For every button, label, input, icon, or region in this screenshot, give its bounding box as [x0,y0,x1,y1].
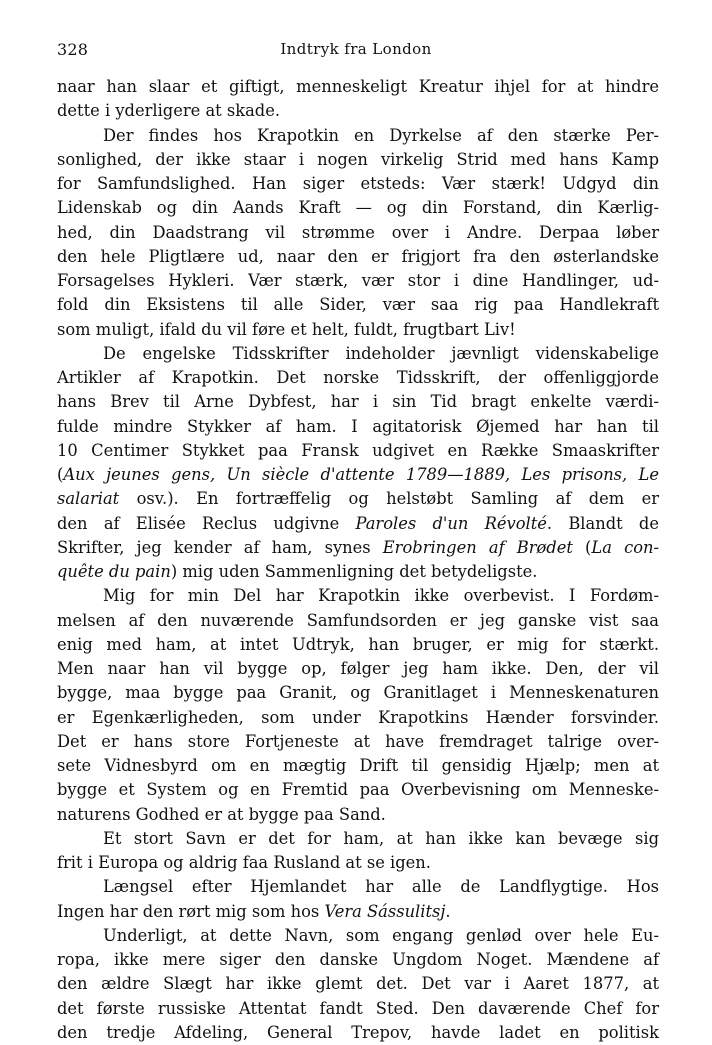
italic-title: quête du pain [57,562,171,581]
text-line: sete Vidnesbyrd om en mægtig Drift til gensidig Hjælp; men at [57,756,659,775]
text-line: Forsagelses Hykleri. Vær stærk, vær stor i dine Handlinger, ud- [57,271,659,290]
body-text [57,75,659,1045]
text-line: er Egenkærligheden, som under Krapotkins Hænder forsvinder. [57,707,659,727]
text-line: De engelske Tidsskrifter indeholder jævnligt videnskabelige [103,343,659,363]
text-line: som muligt, ifald du vil føre et helt, fuldt, frugtbart Liv! [57,319,516,339]
text-line: Det er hans store Fortjeneste at have fremdraget talrige over- [57,731,659,751]
italic-title: salariat [57,489,120,509]
text-line: melsen af den nuværende Samfundsorden er jeg ganske vist saa [57,610,659,630]
text-line: enig med ham, at intet Udtryk, han bruger, er mig for stærkt. [57,634,659,654]
text-line: Mig for min Del har Krapotkin ikke overbevist. I Fordøm- [103,586,659,606]
text-line: den hele Pligtlære ud, naar den er frigjort fra den østerlandske [57,246,659,266]
text-line: naturens Godhed er at bygge paa Sand. [57,804,386,824]
italic-title: Paroles d'un Révolté [355,513,547,533]
text-line: naar han slaar et giftigt, menneskeligt Kreatur ihjel for at hindre [57,77,659,96]
text-fragment: osv.). En fortræffelig og helstøbt Samling af dem er [119,489,659,509]
text-line: bygge, maa bygge paa Granit, og Granitlaget i Menneskenaturen [57,683,659,703]
text-line: Der findes hos Krapotkin en Dyrkelse af den stærke Per- [103,125,659,145]
text-line: Et stort Savn er det for ham, at han ikke kan bevæge sig [103,828,659,848]
text-line: Lidenskab og din Aands Kraft — og din Forstand, din Kærlig- [57,198,659,218]
text-fragment: ) mig uden Sammenligning det betydeligste. [170,562,538,581]
text-line: den ældre Slægt har ikke glemt det. Det var i Aaret 1877, at [57,974,659,994]
text-line: 10 Centimer Stykket paa Fransk udgivet en Række Smaaskrifter [57,440,659,460]
text-line [57,560,659,584]
text-line [57,463,659,487]
text-line: frit i Europa og aldrig faa Rusland at se igen. [57,853,431,872]
text-line: Men naar han vil bygge op, følger jeg ham ikke. Den, der vil [57,659,659,678]
page-number: 328 [57,40,89,59]
text-fragment: . [445,901,451,921]
text-line: den tredje Afdeling, General Trepov, havde ladet en politisk [57,1022,659,1042]
text-fragment: den af Elisée Reclus udgivne [57,513,356,533]
italic-title: La con- [591,537,659,557]
text-line: dette i yderligere at skade. [57,101,281,121]
text-line: det første russiske Attentat fandt Sted. Den daværende Chef for [57,998,659,1018]
text-line: ropa, ikke mere siger den danske Ungdom Noget. Mændene af [57,950,659,969]
text-line [57,512,659,536]
text-line: Underligt, at dette Navn, som engang genlød over hele Eu- [103,925,659,945]
text-line: for Samfundslighed. Han siger etsteds: Vær stærk! Udgyd din [57,174,659,193]
text-line: bygge et System og en Fremtid paa Overbevisning om Menneske- [57,780,659,800]
text-fragment: ( [572,537,592,557]
text-line: Artikler af Krapotkin. Det norske Tidsskrift, der offenliggjorde [57,368,659,387]
text-line: hans Brev til Arne Dybfest, har i sin Tid bragt enkelte værdi- [57,392,659,412]
italic-title: Erobringen af Brødet [382,537,573,557]
text-line: fulde mindre Stykker af ham. I agitatorisk Øjemed har han til [57,416,659,436]
italic-name: Vera Sássulitsj [324,901,446,921]
text-line: hed, din Daadstrang vil strømme over i Andre. Derpaa løber [57,222,659,242]
running-head: Indtryk fra London [280,40,432,58]
text-fragment: ( [57,465,64,484]
italic-title: Aux jeunes gens, Un siècle d'attente 1789—1889, Les prisons, Le [63,465,659,484]
text-line [57,900,659,924]
text-fragment: . Blandt de [546,513,659,533]
text-fragment: Skrifter, jeg kender af ham, synes [57,537,383,557]
text-fragment: Ingen har den rørt mig som hos [57,901,325,921]
text-line: sonlighed, der ikke staar i nogen virkelig Strid med hans Kamp [57,149,659,169]
text-line: Længsel efter Hjemlandet har alle de Landflygtige. Hos [103,877,659,897]
text-line [57,487,659,511]
text-line [57,536,659,560]
text-line: fold din Eksistens til alle Sider, vær saa rig paa Handlekraft [57,295,659,315]
